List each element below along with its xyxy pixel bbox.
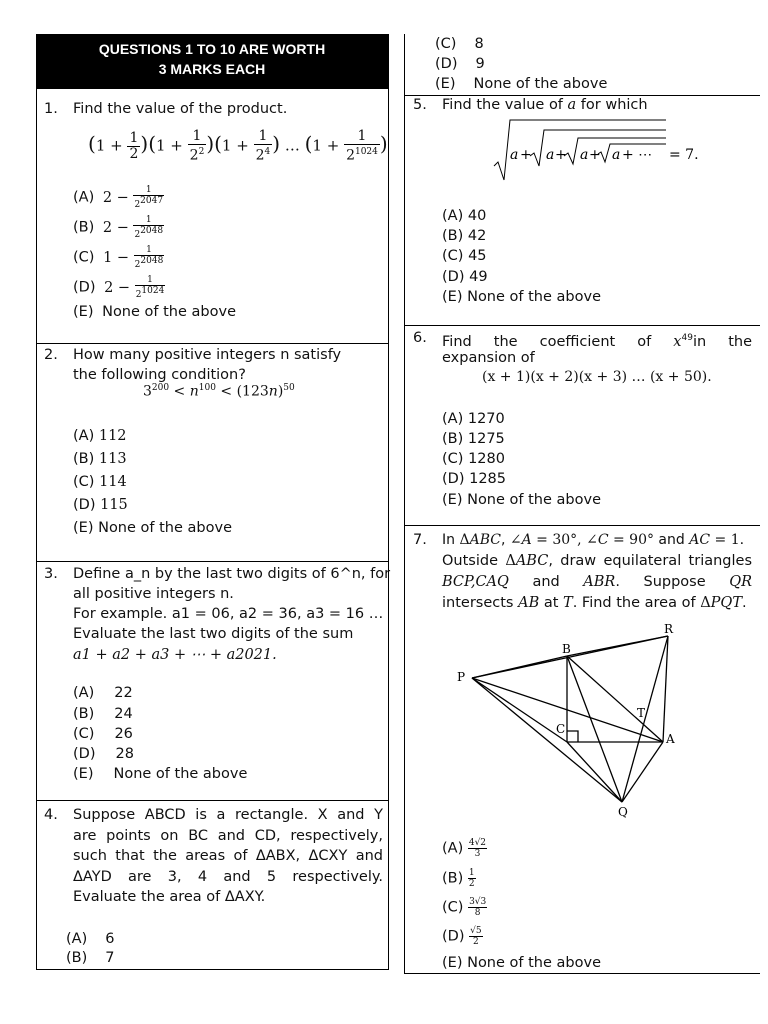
q7-option-b[interactable]: (B) $\frac{1}{2}$ (442, 868, 475, 889)
q1-number: 1. (44, 101, 58, 117)
left-column-border-left (36, 34, 37, 970)
label-p: P (457, 670, 466, 684)
right-column-border-left (404, 34, 405, 974)
q3-line-3: For example. a1 = 06, a2 = 36, a3 = 16 … (73, 606, 384, 622)
q6-option-e[interactable]: (E) None of the above (442, 492, 601, 508)
q3-number: 3. (44, 566, 58, 582)
q6-number: 6. (413, 330, 427, 346)
q7-line-2: Outside ΔABC, draw equilateral triangles (442, 553, 753, 569)
divider-q2-q3 (36, 561, 389, 562)
q6-equation: (x + 1)(x + 2)(x + 3) … (x + 50). (482, 369, 712, 385)
q3-line-2: all positive integers n. (73, 586, 234, 602)
q7-line-3: BCP,CAQ and ABR. Suppose QR (442, 574, 752, 590)
q4-line-1: Suppose ABCD is a rectangle. X and Y (73, 807, 383, 823)
q7-triangle-figure (450, 620, 730, 820)
divider-q1-q2 (36, 343, 389, 344)
q3-option-d[interactable]: (D) 28 (73, 746, 134, 762)
left-column-border-right (388, 34, 389, 970)
q4-option-e[interactable]: (E) None of the above (435, 76, 608, 92)
label-a: A (666, 732, 675, 746)
q1-option-b[interactable]: (B) 2 − $\frac{1}{2^{2048}}$ (73, 215, 164, 240)
q1-option-a[interactable]: (A) 2 − $\frac{1}{2^{2047}}$ (73, 185, 164, 210)
q4-option-a[interactable]: (A) 6 (66, 931, 115, 947)
q4-line-2: are points on BC and CD, respectively, (73, 828, 383, 844)
q1-option-c[interactable]: (C) 1 − $\frac{1}{2^{2048}}$ (73, 245, 164, 270)
q3-line-1: Define a_n by the last two digits of 6^n, for (73, 566, 391, 582)
divider-q3-q4 (36, 800, 389, 801)
q7-option-a[interactable]: (A) $\frac{4√2}{3}$ (442, 838, 487, 859)
left-column-bottom (36, 969, 389, 970)
right-column-bottom (404, 973, 760, 974)
q5-option-b[interactable]: (B) 42 (442, 228, 487, 244)
q7-number: 7. (413, 532, 427, 548)
q7-line-1: In ΔABC, ∠A = 30°, ∠C = 90° and AC = 1. (442, 532, 745, 548)
divider-q6-q7 (404, 525, 760, 526)
q6-option-d[interactable]: (D) 1285 (442, 471, 506, 487)
header-line-2: 3 MARKS EACH (158, 61, 266, 77)
label-c: C (556, 722, 566, 736)
divider-q5-q6 (404, 325, 760, 326)
q6-line-1: Find the coefficient of $x^{49}in$ the (442, 333, 753, 350)
q2-line-1: How many positive integers n satisfy (73, 347, 342, 363)
q4-line-4: ΔAYD are 3, 4 and 5 respectively. (73, 869, 383, 885)
q4-option-d[interactable]: (D) 9 (435, 56, 485, 72)
q4-line-5: Evaluate the area of ΔAXY. (73, 889, 266, 905)
q4-line-3: such that the areas of ΔABX, ΔCXY and (73, 848, 383, 864)
q6-option-a[interactable]: (A) 1270 (442, 411, 505, 427)
q2-inequality: $3^{200} < n^{100} < (123n)^{50}$ (143, 383, 295, 400)
q3-option-c[interactable]: (C) 26 (73, 726, 133, 742)
q5-option-d[interactable]: (D) 49 (442, 269, 488, 285)
q2-line-2: the following condition? (73, 367, 246, 383)
svg-text:+: + (520, 147, 532, 163)
svg-text:a: a (510, 147, 519, 163)
q5-nested-radical (492, 114, 699, 184)
q6-option-b[interactable]: (B) 1275 (442, 431, 505, 447)
q1-option-d[interactable]: (D) 2 − $\frac{1}{2^{1024}}$ (73, 275, 165, 300)
q5-text: Find the value of a for which (442, 97, 648, 113)
q2-option-d[interactable]: (D) 115 (73, 497, 128, 513)
q6-line-2: expansion of (442, 350, 535, 366)
q4-option-c[interactable]: (C) 8 (435, 36, 484, 52)
q5-option-a[interactable]: (A) 40 (442, 208, 487, 224)
svg-text:+ ⋯: + ⋯ (622, 147, 653, 163)
svg-text:a: a (580, 147, 589, 163)
q6-option-c[interactable]: (C) 1280 (442, 451, 505, 467)
q4-number: 4. (44, 807, 58, 823)
svg-text:a: a (546, 147, 555, 163)
q3-option-e[interactable]: (E) None of the above (73, 766, 248, 782)
q2-option-b[interactable]: (B) 113 (73, 451, 127, 467)
q1-product-formula: (1 + $\frac{1}{2}$ )(1 + $\frac{1}{2^2}$ )(1 + $\frac{1}{2^4}$ ) … (1 + $\frac{1}{2^{1024}}$ ) (88, 128, 388, 164)
q5-option-c[interactable]: (C) 45 (442, 248, 487, 264)
section-header (36, 34, 388, 89)
label-t: T (637, 706, 646, 720)
q5-number: 5. (413, 97, 427, 113)
label-q: Q (618, 805, 628, 819)
q2-option-c[interactable]: (C) 114 (73, 474, 127, 490)
q2-option-e[interactable]: (E) None of the above (73, 520, 232, 536)
q3-line-4: Evaluate the last two digits of the sum (73, 626, 354, 642)
q3-line-5: a1 + a2 + a3 + ⋯ + a2021. (73, 647, 277, 663)
q5-equation-rhs: = 7. (669, 147, 699, 163)
label-b: B (562, 642, 571, 656)
q2-option-a[interactable]: (A) 112 (73, 428, 127, 444)
svg-text:+: + (555, 147, 567, 163)
svg-text:a: a (612, 147, 621, 163)
q2-number: 2. (44, 347, 58, 363)
q7-option-c[interactable]: (C) $\frac{3√3}{8}$ (442, 897, 487, 918)
q3-option-b[interactable]: (B) 24 (73, 706, 133, 722)
header-line-1: QUESTIONS 1 TO 10 ARE WORTH (98, 41, 326, 57)
q1-text: Find the value of the product. (73, 101, 288, 117)
q3-option-a[interactable]: (A) 22 (73, 685, 133, 701)
q1-option-e[interactable]: (E) None of the above (73, 304, 236, 320)
svg-text:+: + (589, 147, 601, 163)
q7-line-4: intersects AB at T. Find the area of ΔPQT. (442, 595, 747, 611)
label-r: R (664, 622, 674, 636)
q5-option-e[interactable]: (E) None of the above (442, 289, 601, 305)
q4-option-b[interactable]: (B) 7 (66, 950, 115, 966)
q7-option-d[interactable]: (D) $\frac{√5}{2}$ (442, 926, 482, 947)
q7-option-e[interactable]: (E) None of the above (442, 955, 601, 971)
